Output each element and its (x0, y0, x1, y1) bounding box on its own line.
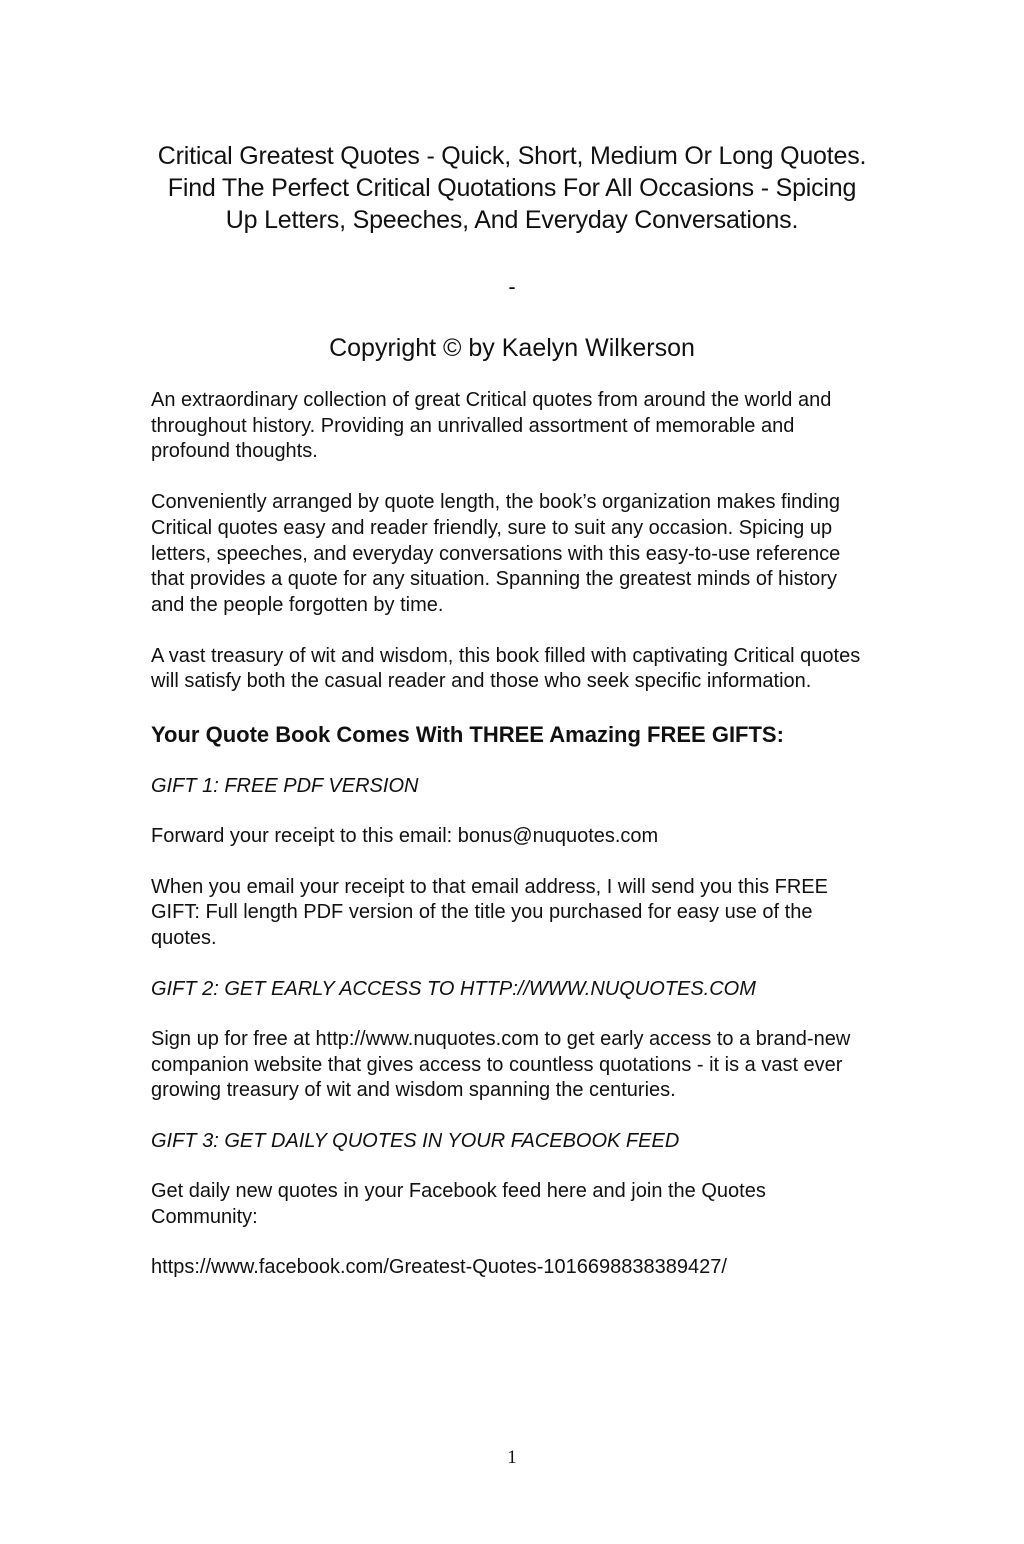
gift-1-email-line: Forward your receipt to this email: bonus@nuquotes.com (151, 825, 659, 848)
facebook-link[interactable]: https://www.facebook.com/Greatest-Quotes-1016698838389427/ (151, 1256, 727, 1279)
title-separator: - (508, 274, 516, 299)
copyright-line: Copyright © by Kaelyn Wilkerson (329, 334, 695, 362)
gifts-heading: Your Quote Book Comes With THREE Amazing FREE GIFTS: (151, 722, 784, 748)
gift-1-description: When you email your receipt to that email address, I will send you this FREE GIFT: Full length PDF version of the title you purchased for easy use of the quotes. (151, 875, 828, 950)
gift-2-description: Sign up for free at http://www.nuquotes.com to get early access to a brand-new companion website that gives access to countless quotations - it is a vast ever growing treasury of wit and wisdom spanning the centuries. (151, 1027, 851, 1102)
intro-paragraph-1: An extraordinary collection of great Critical quotes from around the world and throughout history. Providing an unrivalled assortment of memorable and profound thoughts. (151, 389, 832, 463)
page-content (151, 140, 873, 1281)
gift-3-title: GIFT 3: GET DAILY QUOTES IN YOUR FACEBOOK FEED (151, 1129, 680, 1152)
gift-2-title: GIFT 2: GET EARLY ACCESS TO HTTP://WWW.NUQUOTES.COM (151, 977, 756, 1000)
book-title: Critical Greatest Quotes - Quick, Short, Medium Or Long Quotes. Find The Perfect Critical Quotations For All Occasions - Spicing Up Letters, Speeches, And Everyday Conversations. (157, 142, 867, 234)
intro-paragraph-3: A vast treasury of wit and wisdom, this book filled with captivating Critical quotes will satisfy both the casual reader and those who seek specific information. (151, 644, 861, 693)
intro-paragraph-2: Conveniently arranged by quote length, the book’s organization makes finding Critical quotes easy and reader friendly, sure to suit any occasion. Spicing up letters, speeches, and everyday conversations with this easy-to-use reference that provides a quote for any situation. Spanning the greatest minds of history and the people forgotten by time. (151, 491, 841, 616)
page-number: 1 (507, 1447, 517, 1468)
gift-1-title: GIFT 1: FREE PDF VERSION (151, 775, 419, 798)
gift-3-description: Get daily new quotes in your Facebook feed here and join the Quotes Community: (151, 1179, 766, 1228)
